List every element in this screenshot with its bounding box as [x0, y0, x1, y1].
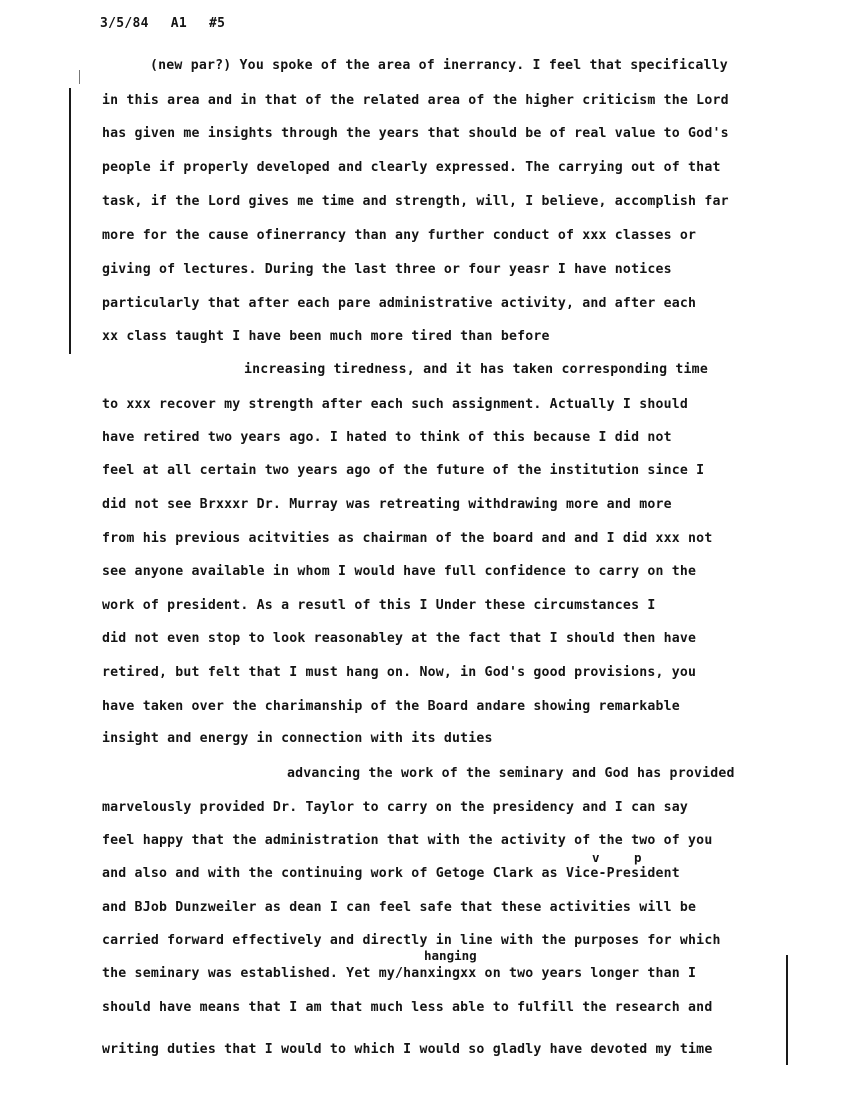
page-header [100, 16, 247, 31]
text-line: retired, but felt that I must hang on. Now, in God's good provisions, you [102, 665, 697, 680]
text-line: marvelously provided Dr. Taylor to carry on the presidency and I can say [102, 800, 689, 815]
text-line: feel happy that the administration that with the activity of the two of you [102, 833, 713, 848]
text-line: more for the cause ofinerrancy than any further conduct of xxx classes or [102, 228, 697, 243]
text-line: insight and energy in connection with its duties [102, 731, 493, 746]
text-line: giving of lectures. During the last three or four yeasr I have notices [102, 262, 672, 277]
header-code: A1 [170, 16, 188, 31]
text-line: see anyone available in whom I would have full confidence to carry on the [102, 564, 697, 579]
header-date: 3/5/84 [100, 16, 149, 31]
text-line: work of president. As a resutl of this I Under these circumstances I [102, 598, 656, 613]
text-line: and BJob Dunzweiler as dean I can feel safe that these activities will be [102, 900, 697, 915]
annotation-p: p [634, 850, 642, 865]
text-line: has given me insights through the years that should be of real value to God's [102, 126, 729, 141]
text-line: from his previous acitvities as chairman of the board and and I did xxx not [102, 531, 713, 546]
text-line: (new par?) You spoke of the area of inerrancy. I feel that specifically [150, 58, 728, 73]
text-line: writing duties that I would to which I would so gladly have devoted my time [102, 1042, 713, 1057]
annotation-hanging: hanging [424, 948, 477, 963]
text-line: did not even stop to look reasonabley at the fact that I should then have [102, 631, 697, 646]
right-margin-bracket [786, 955, 788, 1065]
text-line: and also and with the continuing work of Getoge Clark as Vice-President [102, 866, 680, 881]
annotation-v: v [592, 850, 600, 865]
text-line: particularly that after each pare administrative activity, and after each [102, 296, 697, 311]
header-number: #5 [209, 16, 226, 31]
left-margin-tick [79, 70, 80, 84]
text-line: people if properly developed and clearly expressed. The carrying out of that [102, 160, 721, 175]
text-line: to xxx recover my strength after each such assignment. Actually I should [102, 397, 689, 412]
text-line: xx class taught I have been much more tired than before [102, 329, 550, 344]
text-line: in this area and in that of the related area of the higher criticism the Lord [102, 93, 729, 108]
text-line: the seminary was established. Yet my/hanxingxx on two years longer than I [102, 966, 697, 981]
text-line: did not see Brxxxr Dr. Murray was retreating withdrawing more and more [102, 497, 672, 512]
text-line: task, if the Lord gives me time and strength, will, I believe, accomplish far [102, 194, 729, 209]
text-line: should have means that I am that much less able to fulfill the research and [102, 1000, 713, 1015]
left-margin-line [69, 88, 71, 354]
text-line: have retired two years ago. I hated to think of this because I did not [102, 430, 672, 445]
text-line: advancing the work of the seminary and God has provided [287, 766, 735, 781]
text-line: feel at all certain two years ago of the future of the institution since I [102, 463, 705, 478]
text-line: increasing tiredness, and it has taken corresponding time [244, 362, 708, 377]
text-line: have taken over the charimanship of the Board andare showing remarkable [102, 699, 680, 714]
text-line: carried forward effectively and directly in line with the purposes for which [102, 933, 721, 948]
